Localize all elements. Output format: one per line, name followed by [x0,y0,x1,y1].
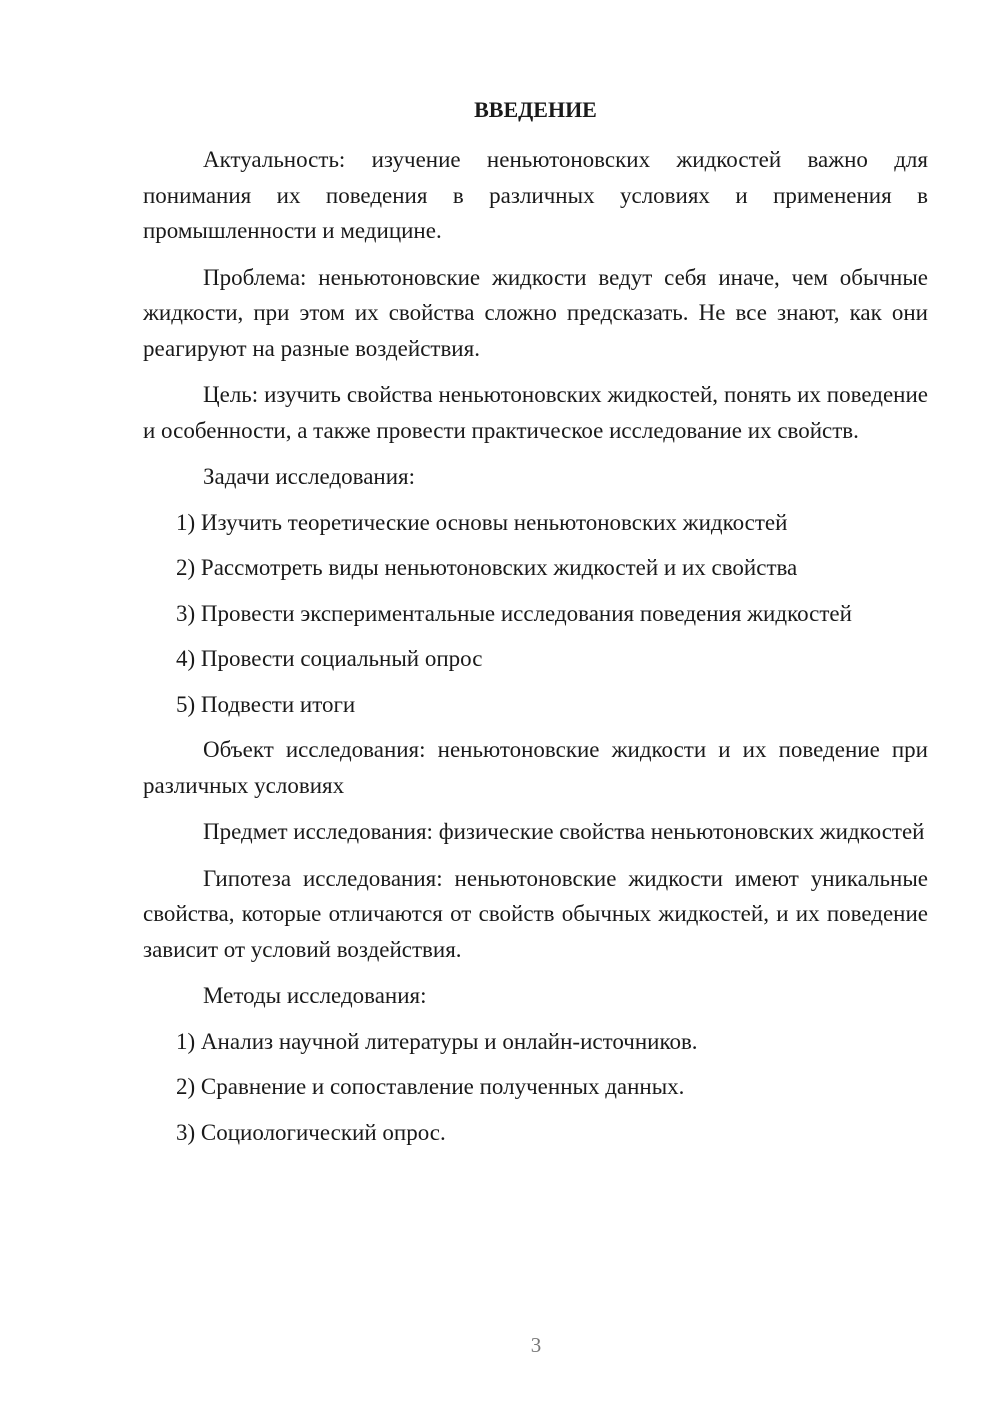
document-body [143,92,928,1160]
list-item: 1) Изучить теоретические основы неньютоновских жидкостей [176,509,788,535]
list-item: 3) Провести экспериментальные исследования поведения жидкостей [176,600,852,626]
subject-paragraph: Предмет исследования: физические свойства неньютоновских жидкостей [203,819,925,844]
list-item: 1) Анализ научной литературы и онлайн-источников. [176,1028,698,1054]
object-paragraph: Объект исследования: неньютоновские жидкости и их поведение при различных условиях [143,737,928,798]
list-item: 3) Социологический опрос. [176,1119,446,1145]
tasks-heading: Задачи исследования: [203,464,416,489]
relevance-paragraph: Актуальность: изучение неньютоновских жидкостей важно для понимания их поведения в различных условиях и применения в промышленности и медицине. [143,147,928,243]
methods-list [143,1024,928,1151]
list-item: 2) Рассмотреть виды неньютоновских жидкостей и их свойства [176,555,798,580]
goal-paragraph: Цель: изучить свойства неньютоновских жидкостей, понять их поведение и особенности, а также провести практическое исследование их свойств. [143,382,928,443]
list-item: 5) Подвести итоги [176,691,356,717]
list-item: 2) Сравнение и сопоставление полученных данных. [176,1074,685,1099]
tasks-list [143,505,928,723]
page-number: 3 [530,1333,542,1357]
problem-paragraph: Проблема: неньютоновские жидкости ведут себя иначе, чем обычные жидкости, при этом их свойства сложно предсказать. Не все знают, как они реагируют на разные воздействия. [143,264,928,361]
list-item: 4) Провести социальный опрос [176,646,483,671]
hypothesis-paragraph: Гипотеза исследования: неньютоновские жидкости имеют уникальные свойства, которые отличаются от свойств обычных жидкостей, и их поведение зависит от условий воздействия. [143,865,928,962]
methods-heading: Методы исследования: [203,983,427,1008]
section-title: ВВЕДЕНИЕ [474,97,597,122]
